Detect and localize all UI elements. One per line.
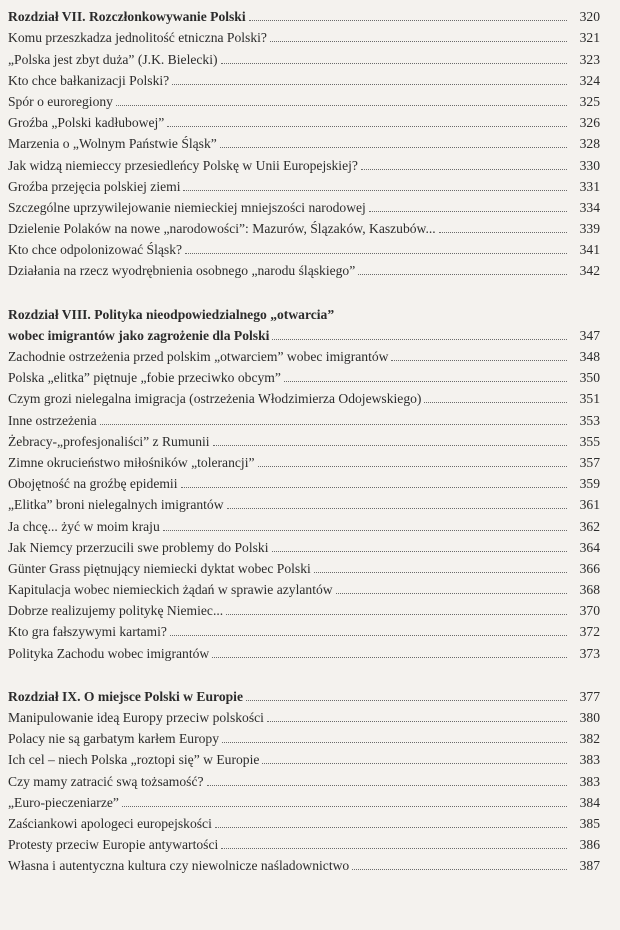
chapter-vii: [8, 4, 600, 279]
toc-entry: [8, 619, 600, 640]
toc-entry: [8, 237, 600, 258]
entry-title: Jak Niemcy przerzucili swe problemy do Polski: [8, 539, 269, 555]
entry-title: Polityka Zachodu wobec imigrantów: [8, 645, 210, 661]
toc-entry: [8, 344, 600, 365]
toc-entry: [8, 640, 600, 661]
entry-title: Kto chce odpolonizować Śląsk?: [8, 242, 183, 258]
toc-entry: [8, 535, 600, 556]
page-number: 353: [579, 412, 600, 428]
toc-entry: [8, 25, 600, 46]
entry-title: Żebracy-„profesjonaliści” z Rumunii: [8, 433, 210, 449]
dot-leader: [391, 360, 567, 361]
dot-leader: [116, 105, 567, 106]
toc-entry: [8, 811, 600, 832]
page-number: 330: [579, 157, 600, 173]
toc-entry: [8, 386, 600, 407]
dot-leader: [272, 551, 568, 552]
toc-entry: [8, 726, 600, 747]
entry-title: Groźba przejęcia polskiej ziemi: [8, 178, 181, 194]
chapter-title: wobec imigrantów jako zagrożenie dla Polski: [8, 327, 270, 343]
entry-title: Protesty przeciw Europie antywartości: [8, 837, 219, 853]
toc-entry: [8, 68, 600, 89]
entry-title: Działania na rzecz wyodrębnienia osobnego „narodu śląskiego”: [8, 263, 356, 279]
page-number: 387: [579, 858, 600, 874]
page-number: 357: [579, 454, 600, 470]
toc-entry: [8, 407, 600, 428]
entry-title: Polska „elitka” piętnuje „fobie przeciwko obcym”: [8, 370, 281, 386]
toc-entry: [8, 513, 600, 534]
page-number: 320: [579, 9, 600, 25]
entry-title: Marzenia o „Wolnym Państwie Śląsk”: [8, 136, 217, 152]
toc-entry: [8, 450, 600, 471]
toc-entry: [8, 131, 600, 152]
page-number: 373: [579, 645, 600, 661]
entry-title: Inne ostrzeżenia: [8, 412, 97, 428]
dot-leader: [227, 508, 567, 509]
entry-title: Dzielenie Polaków na nowe „narodowości”: Mazurów, Ślązaków, Kaszubów...: [8, 221, 436, 237]
page-number: 339: [579, 221, 600, 237]
page-number: 385: [579, 815, 600, 831]
dot-leader: [122, 806, 567, 807]
toc-entry: [8, 258, 600, 279]
chapter-ix: [8, 684, 600, 875]
page-number: 355: [579, 433, 600, 449]
toc-entry: [8, 577, 600, 598]
dot-leader: [163, 530, 567, 531]
toc-entry: [8, 556, 600, 577]
toc-entry: [8, 429, 600, 450]
entry-title: Czym grozi nielegalna imigracja (ostrzeżenia Włodzimierza Odojewskiego): [8, 391, 422, 407]
dot-leader: [284, 381, 567, 382]
toc-entry: [8, 46, 600, 67]
toc-entry: [8, 216, 600, 237]
dot-leader: [207, 785, 567, 786]
page-number: 370: [579, 603, 600, 619]
toc-entry: [8, 492, 600, 513]
entry-title: Czy mamy zatracić swą tożsamość?: [8, 773, 204, 789]
toc-entry: [8, 598, 600, 619]
page-number: 383: [579, 752, 600, 768]
chapter-heading-line-1: [8, 301, 600, 322]
dot-leader: [336, 593, 567, 594]
page-number: 384: [579, 794, 600, 810]
page-number: 366: [579, 560, 600, 576]
toc-entry: [8, 365, 600, 386]
page-number: 350: [579, 370, 600, 386]
chapter-title: Rozdział VIII. Polityka nieodpowiedzialnego „otwarcia”: [8, 306, 335, 322]
page-number: 342: [579, 263, 600, 279]
toc-entry: [8, 832, 600, 853]
dot-leader: [361, 169, 567, 170]
dot-leader: [258, 466, 567, 467]
chapter-title: Rozdział IX. O miejsce Polski w Europie: [8, 688, 243, 704]
dot-leader: [215, 827, 567, 828]
page-number: 326: [579, 115, 600, 131]
dot-leader: [352, 869, 567, 870]
dot-leader: [272, 339, 567, 340]
toc-entry: [8, 195, 600, 216]
entry-title: „Elitka” broni nielegalnych imigrantów: [8, 497, 224, 513]
dot-leader: [185, 253, 567, 254]
entry-title: Zachodnie ostrzeżenia przed polskim „otwarciem” wobec imigrantów: [8, 349, 389, 364]
chapter-title: Rozdział VII. Rozczłonkowywanie Polski: [8, 9, 246, 25]
dot-leader: [314, 572, 567, 573]
page-number: 324: [579, 72, 600, 88]
dot-leader: [222, 742, 567, 743]
entry-title: Zimne okrucieństwo miłośników „tolerancji”: [8, 454, 255, 470]
dot-leader: [167, 126, 567, 127]
entry-title: „Polska jest zbyt duża” (J.K. Bielecki): [8, 51, 218, 67]
dot-leader: [424, 402, 567, 403]
page-number: 331: [579, 178, 600, 194]
page-number: 361: [579, 497, 600, 513]
entry-title: Szczególne uprzywilejowanie niemieckiej mniejszości narodowej: [8, 199, 366, 215]
chapter-heading: [8, 684, 600, 705]
page-number: 372: [579, 624, 600, 640]
dot-leader: [213, 445, 567, 446]
dot-leader: [439, 232, 567, 233]
chapter-heading: [8, 323, 600, 344]
toc-entry: [8, 790, 600, 811]
entry-title: Własna i autentyczna kultura czy niewolnicze naśladownictwo: [8, 858, 350, 874]
entry-title: Ich cel – niech Polska „roztopi się” w Europie: [8, 752, 260, 768]
page-number: 328: [579, 136, 600, 152]
chapter-heading: [8, 4, 600, 25]
entry-title: Ja chcę... żyć w moim kraju: [8, 518, 160, 534]
toc-entry: [8, 705, 600, 726]
page-number: 341: [579, 242, 600, 258]
entry-title: Kto chce bałkanizacji Polski?: [8, 72, 170, 88]
dot-leader: [270, 41, 567, 42]
dot-leader: [221, 63, 567, 64]
entry-title: Polacy nie są garbatym karłem Europy: [8, 731, 220, 747]
page-number: 334: [579, 199, 600, 215]
dot-leader: [212, 657, 567, 658]
dot-leader: [183, 190, 567, 191]
page-number: 380: [579, 710, 600, 725]
toc-entry: [8, 174, 600, 195]
entry-title: Jak widzą niemieccy przesiedleńcy Polskę w Unii Europejskiej?: [8, 157, 358, 173]
page-number: 359: [579, 476, 600, 492]
toc-entry: [8, 747, 600, 768]
toc-entry: [8, 853, 600, 874]
page-number: 382: [579, 731, 600, 747]
page-number: 351: [579, 391, 600, 407]
entry-title: Zaściankowi apologeci europejskości: [8, 815, 212, 831]
dot-leader: [100, 424, 567, 425]
page-number: 325: [579, 93, 600, 109]
toc-entry: [8, 471, 600, 492]
dot-leader: [267, 721, 567, 722]
entry-title: Kto gra fałszywymi kartami?: [8, 624, 167, 640]
entry-title: „Euro-pieczeniarze”: [8, 794, 119, 810]
page-number: 383: [579, 773, 600, 789]
chapter-viii: [8, 301, 600, 661]
entry-title: Obojętność na groźbę epidemii: [8, 476, 178, 492]
entry-title: Manipulowanie ideą Europy przeciw polskości: [8, 710, 264, 725]
dot-leader: [221, 848, 567, 849]
page-number: 323: [579, 51, 600, 67]
toc-entry: [8, 110, 600, 131]
page-number: 321: [579, 30, 600, 46]
dot-leader: [249, 20, 567, 21]
entry-title: Spór o euroregiony: [8, 93, 113, 109]
dot-leader: [170, 635, 567, 636]
page-number: 364: [579, 539, 600, 555]
page-number: 386: [579, 837, 600, 853]
dot-leader: [181, 487, 568, 488]
entry-title: Günter Grass piętnujący niemiecki dyktat wobec Polski: [8, 560, 311, 576]
page-number: 368: [579, 582, 600, 598]
entry-title: Komu przeszkadza jednolitość etniczna Polski?: [8, 30, 267, 46]
toc-entry: [8, 89, 600, 110]
dot-leader: [220, 147, 567, 148]
dot-leader: [172, 84, 567, 85]
page-number: 348: [579, 349, 600, 364]
page-number: 377: [579, 688, 600, 704]
toc-entry: [8, 152, 600, 173]
dot-leader: [262, 763, 567, 764]
page-number: 347: [579, 327, 600, 343]
entry-title: Dobrze realizujemy politykę Niemiec...: [8, 603, 224, 619]
dot-leader: [358, 274, 567, 275]
dot-leader: [226, 614, 567, 615]
entry-title: Kapitulacja wobec niemieckich żądań w sprawie azylantów: [8, 582, 333, 598]
entry-title: Groźba „Polski kadłubowej”: [8, 115, 165, 131]
dot-leader: [369, 211, 567, 212]
toc-entry: [8, 768, 600, 789]
dot-leader: [246, 700, 567, 701]
page-number: 362: [579, 518, 600, 534]
